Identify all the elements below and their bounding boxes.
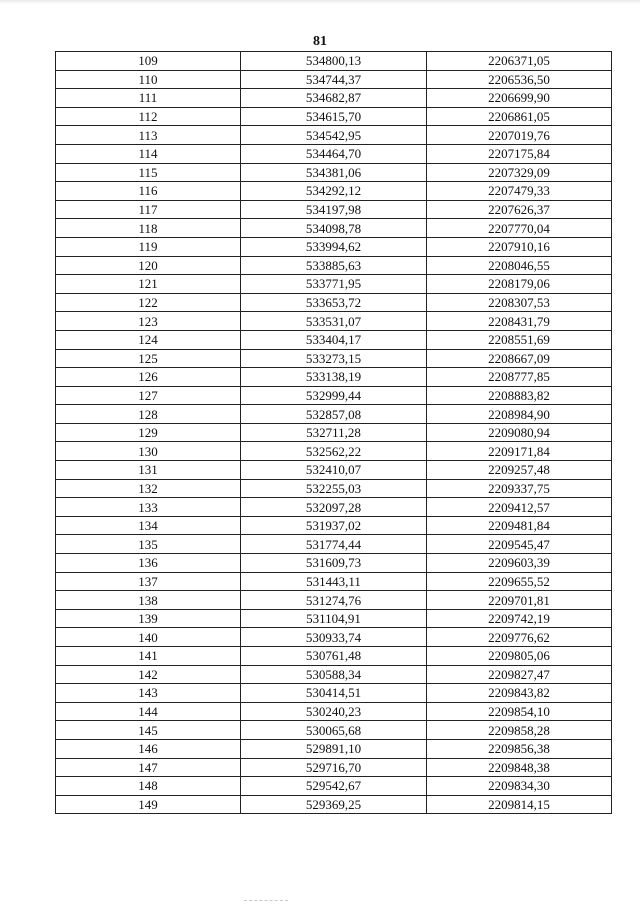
table-row: [56, 461, 612, 480]
table-row: [56, 144, 612, 163]
y-coordinate-cell: 2208667,09: [427, 349, 612, 368]
x-coordinate-cell: 534800,13: [241, 52, 427, 71]
y-coordinate-cell: 2208431,79: [427, 312, 612, 331]
table-row: [56, 684, 612, 703]
point-number-cell: 145: [56, 721, 241, 740]
y-coordinate-cell: 2208179,06: [427, 275, 612, 294]
x-coordinate-cell: 533653,72: [241, 293, 427, 312]
x-coordinate-cell: 534682,87: [241, 89, 427, 108]
table-row: [56, 665, 612, 684]
point-number-cell: 146: [56, 739, 241, 758]
point-number-cell: 117: [56, 200, 241, 219]
table-row: [56, 795, 612, 814]
x-coordinate-cell: 534615,70: [241, 107, 427, 126]
table-row: [56, 721, 612, 740]
point-number-cell: 134: [56, 516, 241, 535]
x-coordinate-cell: 530588,34: [241, 665, 427, 684]
x-coordinate-cell: 531937,02: [241, 516, 427, 535]
x-coordinate-cell: 531609,73: [241, 554, 427, 573]
y-coordinate-cell: 2209257,48: [427, 461, 612, 480]
x-coordinate-cell: 534542,95: [241, 126, 427, 145]
x-coordinate-cell: 529891,10: [241, 739, 427, 758]
table-row: [56, 237, 612, 256]
y-coordinate-cell: 2208777,85: [427, 368, 612, 387]
point-number-cell: 132: [56, 479, 241, 498]
x-coordinate-cell: 533273,15: [241, 349, 427, 368]
point-number-cell: 109: [56, 52, 241, 71]
table-row: [56, 628, 612, 647]
x-coordinate-cell: 534744,37: [241, 70, 427, 89]
point-number-cell: 126: [56, 368, 241, 387]
table-row: [56, 126, 612, 145]
point-number-cell: 128: [56, 405, 241, 424]
y-coordinate-cell: 2209854,10: [427, 702, 612, 721]
point-number-cell: 131: [56, 461, 241, 480]
x-coordinate-cell: 533994,62: [241, 237, 427, 256]
y-coordinate-cell: 2209412,57: [427, 498, 612, 517]
table-row: [56, 107, 612, 126]
table-row: [56, 200, 612, 219]
point-number-cell: 119: [56, 237, 241, 256]
x-coordinate-cell: 530240,23: [241, 702, 427, 721]
x-coordinate-cell: 530761,48: [241, 647, 427, 666]
x-coordinate-cell: 531774,44: [241, 535, 427, 554]
x-coordinate-cell: 530933,74: [241, 628, 427, 647]
point-number-cell: 142: [56, 665, 241, 684]
x-coordinate-cell: 533138,19: [241, 368, 427, 387]
x-coordinate-cell: 532711,28: [241, 423, 427, 442]
table-row: [56, 442, 612, 461]
table-row: [56, 405, 612, 424]
y-coordinate-cell: 2209481,84: [427, 516, 612, 535]
point-number-cell: 124: [56, 330, 241, 349]
y-coordinate-cell: 2209742,19: [427, 609, 612, 628]
y-coordinate-cell: 2208883,82: [427, 386, 612, 405]
table-row: [56, 554, 612, 573]
point-number-cell: 127: [56, 386, 241, 405]
y-coordinate-cell: 2209337,75: [427, 479, 612, 498]
table-row: [56, 572, 612, 591]
table-row: [56, 52, 612, 71]
x-coordinate-cell: 532410,07: [241, 461, 427, 480]
table-row: [56, 293, 612, 312]
table-row: [56, 535, 612, 554]
x-coordinate-cell: 534292,12: [241, 182, 427, 201]
y-coordinate-cell: 2209814,15: [427, 795, 612, 814]
x-coordinate-cell: 533771,95: [241, 275, 427, 294]
point-number-cell: 110: [56, 70, 241, 89]
y-coordinate-cell: 2208551,69: [427, 330, 612, 349]
y-coordinate-cell: 2209856,38: [427, 739, 612, 758]
table-row: [56, 163, 612, 182]
point-number-cell: 118: [56, 219, 241, 238]
point-number-cell: 144: [56, 702, 241, 721]
x-coordinate-cell: 534381,06: [241, 163, 427, 182]
y-coordinate-cell: 2207329,09: [427, 163, 612, 182]
point-number-cell: 137: [56, 572, 241, 591]
x-coordinate-cell: 530414,51: [241, 684, 427, 703]
point-number-cell: 129: [56, 423, 241, 442]
x-coordinate-cell: 533531,07: [241, 312, 427, 331]
table-row: [56, 256, 612, 275]
table-row: [56, 423, 612, 442]
table-row: [56, 89, 612, 108]
table-row: [56, 219, 612, 238]
y-coordinate-cell: 2209858,28: [427, 721, 612, 740]
point-number-cell: 125: [56, 349, 241, 368]
point-number-cell: 149: [56, 795, 241, 814]
y-coordinate-cell: 2209080,94: [427, 423, 612, 442]
table-row: [56, 609, 612, 628]
x-coordinate-cell: 533885,63: [241, 256, 427, 275]
x-coordinate-cell: 529716,70: [241, 758, 427, 777]
table-row: [56, 498, 612, 517]
y-coordinate-cell: 2209805,06: [427, 647, 612, 666]
y-coordinate-cell: 2208307,53: [427, 293, 612, 312]
y-coordinate-cell: 2208984,90: [427, 405, 612, 424]
point-number-cell: 123: [56, 312, 241, 331]
table-row: [56, 275, 612, 294]
x-coordinate-cell: 529542,67: [241, 777, 427, 796]
point-number-cell: 116: [56, 182, 241, 201]
point-number-cell: 115: [56, 163, 241, 182]
table-row: [56, 312, 612, 331]
x-coordinate-cell: 532255,03: [241, 479, 427, 498]
y-coordinate-cell: 2206699,90: [427, 89, 612, 108]
table-row: [56, 349, 612, 368]
point-number-cell: 136: [56, 554, 241, 573]
point-number-cell: 133: [56, 498, 241, 517]
table-row: [56, 702, 612, 721]
scan-artifact-mark: [244, 900, 288, 902]
y-coordinate-cell: 2209545,47: [427, 535, 612, 554]
y-coordinate-cell: 2209776,62: [427, 628, 612, 647]
table-row: [56, 386, 612, 405]
table-row: [56, 479, 612, 498]
table-row: [56, 777, 612, 796]
point-number-cell: 138: [56, 591, 241, 610]
x-coordinate-cell: 534197,98: [241, 200, 427, 219]
coordinates-table: [55, 51, 612, 814]
x-coordinate-cell: 532562,22: [241, 442, 427, 461]
page-number: 81: [313, 34, 327, 49]
coordinates-table-body: [56, 52, 612, 814]
y-coordinate-cell: 2209843,82: [427, 684, 612, 703]
y-coordinate-cell: 2209655,52: [427, 572, 612, 591]
y-coordinate-cell: 2209827,47: [427, 665, 612, 684]
x-coordinate-cell: 529369,25: [241, 795, 427, 814]
x-coordinate-cell: 530065,68: [241, 721, 427, 740]
table-row: [56, 70, 612, 89]
y-coordinate-cell: 2209834,30: [427, 777, 612, 796]
y-coordinate-cell: 2209848,38: [427, 758, 612, 777]
y-coordinate-cell: 2207626,37: [427, 200, 612, 219]
y-coordinate-cell: 2207910,16: [427, 237, 612, 256]
point-number-cell: 113: [56, 126, 241, 145]
point-number-cell: 121: [56, 275, 241, 294]
table-row: [56, 516, 612, 535]
y-coordinate-cell: 2206536,50: [427, 70, 612, 89]
point-number-cell: 114: [56, 144, 241, 163]
y-coordinate-cell: 2206861,05: [427, 107, 612, 126]
point-number-cell: 140: [56, 628, 241, 647]
x-coordinate-cell: 534464,70: [241, 144, 427, 163]
point-number-cell: 141: [56, 647, 241, 666]
y-coordinate-cell: 2207770,04: [427, 219, 612, 238]
y-coordinate-cell: 2208046,55: [427, 256, 612, 275]
y-coordinate-cell: 2207019,76: [427, 126, 612, 145]
point-number-cell: 122: [56, 293, 241, 312]
x-coordinate-cell: 531274,76: [241, 591, 427, 610]
page-top-edge: [0, 0, 640, 4]
point-number-cell: 147: [56, 758, 241, 777]
x-coordinate-cell: 533404,17: [241, 330, 427, 349]
x-coordinate-cell: 531104,91: [241, 609, 427, 628]
table-row: [56, 758, 612, 777]
table-row: [56, 330, 612, 349]
y-coordinate-cell: 2207479,33: [427, 182, 612, 201]
point-number-cell: 143: [56, 684, 241, 703]
table-row: [56, 647, 612, 666]
table-row: [56, 739, 612, 758]
point-number-cell: 135: [56, 535, 241, 554]
y-coordinate-cell: 2209603,39: [427, 554, 612, 573]
x-coordinate-cell: 532999,44: [241, 386, 427, 405]
y-coordinate-cell: 2209701,81: [427, 591, 612, 610]
y-coordinate-cell: 2209171,84: [427, 442, 612, 461]
point-number-cell: 112: [56, 107, 241, 126]
point-number-cell: 148: [56, 777, 241, 796]
x-coordinate-cell: 534098,78: [241, 219, 427, 238]
table-row: [56, 591, 612, 610]
point-number-cell: 111: [56, 89, 241, 108]
point-number-cell: 139: [56, 609, 241, 628]
x-coordinate-cell: 532097,28: [241, 498, 427, 517]
y-coordinate-cell: 2207175,84: [427, 144, 612, 163]
x-coordinate-cell: 531443,11: [241, 572, 427, 591]
y-coordinate-cell: 2206371,05: [427, 52, 612, 71]
point-number-cell: 130: [56, 442, 241, 461]
table-row: [56, 368, 612, 387]
table-row: [56, 182, 612, 201]
x-coordinate-cell: 532857,08: [241, 405, 427, 424]
point-number-cell: 120: [56, 256, 241, 275]
